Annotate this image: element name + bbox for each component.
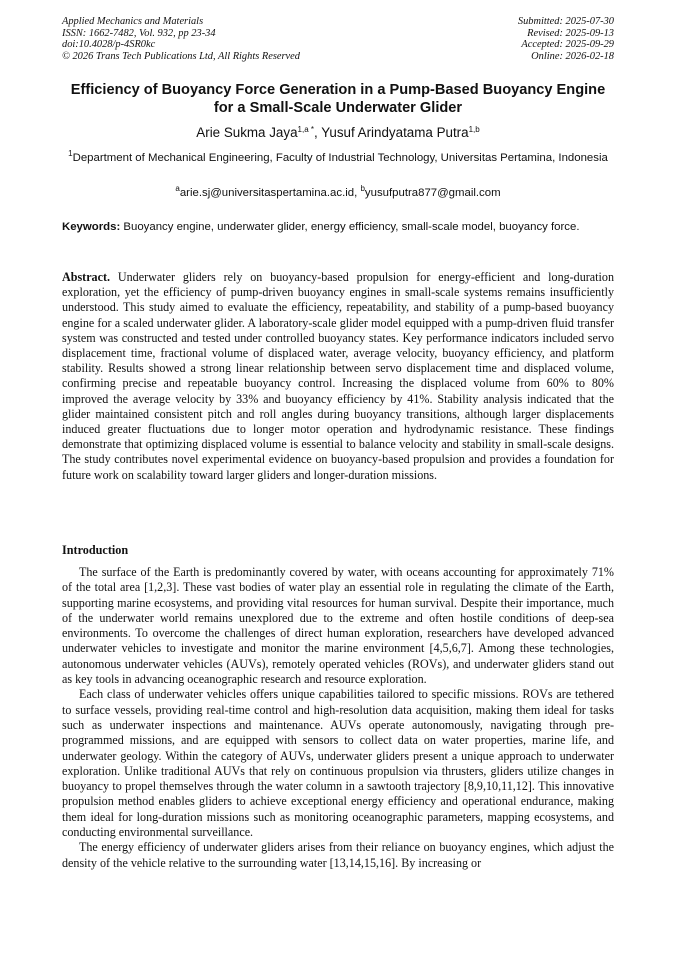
publication-dates [518,16,614,62]
author-name: Yusuf Arindyatama Putra [321,125,469,140]
body-paragraph: Each class of underwater vehicles offers unique capabilities tailored to specific missions. ROVs are tethered to surface vessels, providing real-time control and high-resolution data acquisition, making them ideal for tasks such as underwater inspections and maintenance. AUVs operate autonomously, navigating through pre-programmed missions, and are equipped with sensors to collect data on water properties, marine life, and underwater geology. Within the category of AUVs, underwater gliders present a unique approach to underwater exploration. Unlike traditional AUVs that rely on continuous propulsion via thrusters, gliders utilize changes in buoyancy to propel themselves through the water column in a sawtooth trajectory [8,9,10,11,12]. This innovative propulsion method enables gliders to achieve exceptional energy efficiency and operational endurance, making them ideal for long-duration missions such as monitoring oceanographic parameters, mapping ecosystems, and conducting environmental surveillance. [62,687,614,840]
online-date: Online: 2026-02-18 [531,50,614,62]
author-list [62,125,614,141]
keywords-text: Buoyancy engine, underwater glider, energy efficiency, small-scale model, buoyancy force. [123,221,580,233]
submitted-date: Submitted: 2025-07-30 [517,16,614,27]
body-paragraph: The surface of the Earth is predominantly covered by water, with oceans accounting for approximately 71% of the total area [1,2,3]. These vast bodies of water play an essential role in regulating the climate of the Earth, supporting marine ecosystems, and providing vital resources for human survival. Despite their importance, much of the underwater world remains unexplored due to the extreme and often hostile conditions of deep-sea environments. To overcome the challenges of direct human exploration, researchers have developed advanced underwater vehicles to investigate and monitor the marine environment [4,5,6,7]. Among these technologies, autonomous underwater vehicles (AUVs), remotely operated vehicles (ROVs), and underwater gliders stand out as key tools in advancing oceanographic research and resource exploration. [62,565,614,687]
email-address: arie.sj@universitaspertamina.ac.id [179,187,355,199]
affiliation-text: Department of Mechanical Engineering, Faculty of Industrial Technology, Universitas Pertamina, Indonesia [72,152,608,164]
email-address: yusufputra877@gmail.com [364,187,501,199]
copyright-notice: © 2026 Trans Tech Publications Ltd, All Rights Reserved [62,50,300,62]
paper-title: Efficiency of Buoyancy Force Generation in a Pump-Based Buoyancy Engine for a Small-Scale Underwater Glider [70,82,606,116]
accepted-date: Accepted: 2025-09-29 [521,39,614,51]
author-name: Arie Sukma Jaya [196,125,298,140]
author-separator: , [313,125,322,140]
email-mark: b [360,184,365,193]
author-affiliation-mark: 1,a * [297,125,314,134]
abstract-label: Abstract. [62,270,111,284]
section-heading-introduction: Introduction [62,543,129,557]
author-emails [62,186,614,201]
journal-issn: ISSN: 1662-7482, Vol. 932, pp 23-34 [62,27,216,39]
email-separator: , [354,187,361,199]
author-affiliation-mark: 1,b [468,125,480,134]
author-affiliation [62,151,614,166]
journal-header [62,16,300,62]
article-doi: doi:10.4028/p-4SR0kc [62,39,156,51]
keywords [62,221,614,234]
revised-date: Revised: 2025-09-13 [527,27,614,39]
journal-name: Applied Mechanics and Materials [62,16,204,27]
abstract-text: Underwater gliders rely on buoyancy-based propulsion for energy-efficient and long-duration exploration, yet the efficiency of pump-driven buoyancy engines in small-scale systems remains insufficiently understood. This study aimed to evaluate the efficiency, repeatability, and stability of a pump-based buoyancy engine for a scaled underwater glider. A laboratory-scale glider model equipped with a pump-driven fluid transfer system was constructed and tested under controlled buoyancy states. Key performance indicators included servo displacement time, fractional volume of displaced water, average velocity, buoyancy efficiency, and platform stability. Results showed a strong linear relationship between servo displacement time and displaced volume, confirming precise and repeatable buoyancy control. Increasing the displaced volume from 60% to 80% improved the average velocity by 33% and buoyancy efficiency by 41%. Stability analysis indicated that the glider maintained consistent pitch and roll angles during buoyancy transitions, although larger displacements induced greater fluctuations due to longer motor operation and hydrodynamic resistance. These findings demonstrate that optimizing displaced volume is essential to balance velocity and stability in small-scale designs. The study contributes novel experimental evidence on buoyancy-based propulsion and provides a foundation for future work on scalability toward larger gliders and longer-duration missions. [62,270,614,482]
email-mark: a [175,184,180,193]
keywords-label: Keywords: [62,221,121,233]
affiliation-mark: 1 [68,149,73,158]
introduction-body [62,565,614,871]
body-paragraph: The energy efficiency of underwater gliders arises from their reliance on buoyancy engines, which adjust the density of the vehicle relative to the surrounding water [13,14,15,16]. By increasing or [62,840,614,870]
abstract [62,270,614,483]
